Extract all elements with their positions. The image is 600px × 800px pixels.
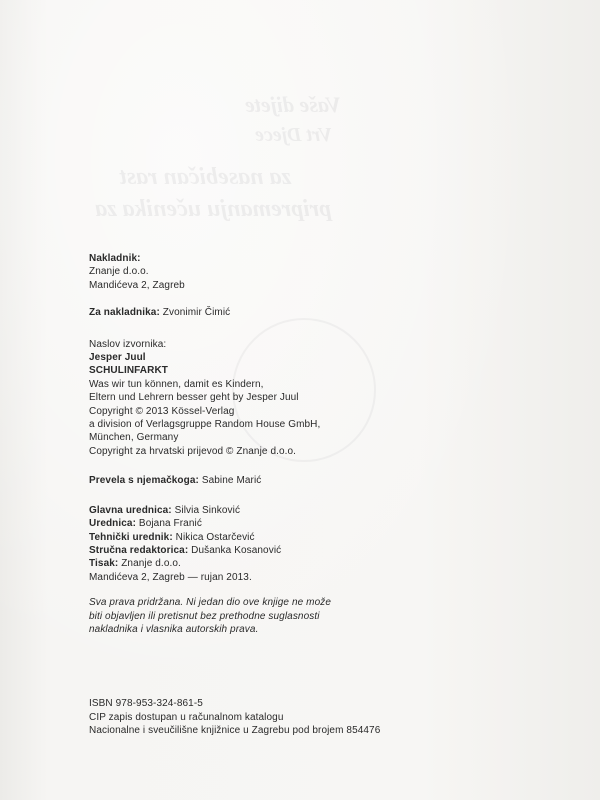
- credit-label: Stručna redaktorica:: [89, 544, 189, 556]
- credit-label: Urednica:: [89, 518, 137, 530]
- credit-label: Glavna urednica:: [89, 504, 172, 516]
- show-through-text: Vrt Djece: [255, 124, 333, 146]
- cip-line: CIP zapis dostupan u računalnom katalogu: [89, 711, 284, 723]
- for-publisher-name: Zvonimir Čimić: [162, 307, 231, 319]
- rights-line: Sva prava pridržana. Ni jedan dio ove knjige ne može: [89, 597, 332, 609]
- credit-label: Tisak:: [89, 558, 119, 570]
- credit-row: [89, 557, 529, 570]
- isbn: ISBN 978-953-324-861-5: [89, 698, 203, 710]
- original-section: [89, 338, 529, 459]
- print-line: Mandićeva 2, Zagreb — rujan 2013.: [89, 571, 252, 583]
- original-author: Jesper Juul: [89, 352, 146, 364]
- show-through-text: Vaše dijete: [245, 92, 341, 117]
- rights-line: biti objavljen ili pretisnut bez prethodne suglasnosti: [89, 610, 320, 622]
- publisher-address: Mandićeva 2, Zagreb: [89, 279, 185, 291]
- credit-row: [89, 517, 529, 530]
- publisher-name: Znanje d.o.o.: [89, 266, 149, 278]
- credits-section: [89, 504, 529, 584]
- cip-line: Nacionalne i sveučilišne knjižnice u Zagrebu pod brojem 854476: [89, 725, 381, 737]
- rights-section: [89, 596, 529, 636]
- original-line: Was wir tun können, damit es Kindern,: [89, 378, 264, 390]
- credit-label: Tehnički urednik:: [89, 531, 173, 543]
- credit-value: Znanje d.o.o.: [121, 558, 181, 570]
- credit-value: Silvia Sinković: [174, 504, 241, 516]
- credit-value: Bojana Franić: [138, 518, 202, 530]
- translation-name: Sabine Marić: [201, 475, 262, 487]
- original-line: Copyright © 2013 Kössel-Verlag: [89, 405, 235, 417]
- original-line: Copyright za hrvatski prijevod © Znanje d.o.o.: [89, 445, 297, 457]
- publisher-label: Nakladnik:: [89, 253, 141, 264]
- show-through-text: pripremanju učenika za: [95, 196, 332, 222]
- credit-row: [89, 531, 529, 544]
- credit-row: [89, 504, 529, 517]
- for-publisher-label: Za nakladnika:: [89, 307, 160, 319]
- original-title: SCHULINFARKT: [89, 365, 168, 377]
- credit-value: Nikica Ostarčević: [175, 531, 255, 543]
- isbn-section: [89, 697, 529, 737]
- original-line: Eltern und Lehrern besser geht by Jesper Juul: [89, 392, 299, 404]
- credit-row: [89, 544, 529, 557]
- publisher-section: [89, 252, 529, 292]
- show-through-text: za nasebičan rast: [120, 164, 291, 190]
- translation-label: Prevela s njemačkoga:: [89, 475, 199, 487]
- for-publisher-section: [89, 306, 529, 319]
- original-label: Naslov izvornika:: [89, 338, 167, 350]
- credit-value: Dušanka Kosanović: [191, 544, 282, 556]
- original-line: München, Germany: [89, 432, 179, 444]
- rights-line: nakladnika i vlasnika autorskih prava.: [89, 623, 259, 635]
- original-line: a division of Verlagsgruppe Random House GmbH,: [89, 419, 321, 431]
- translation-section: [89, 474, 529, 487]
- imprint-block: [89, 252, 529, 738]
